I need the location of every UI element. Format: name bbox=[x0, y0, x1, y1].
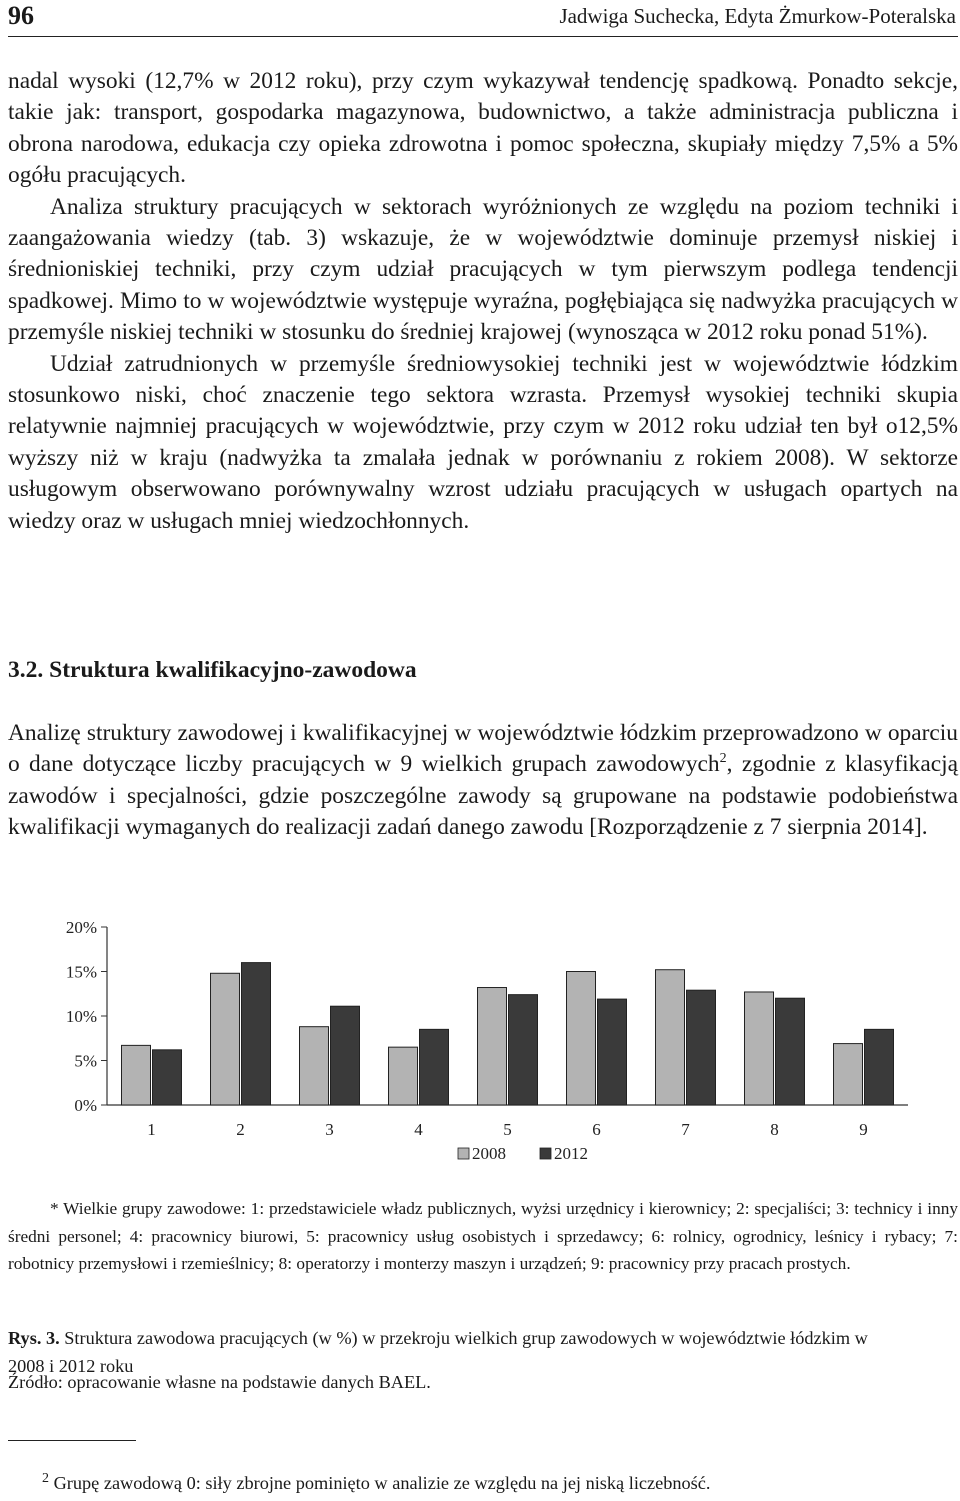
bar-2008-group-4 bbox=[389, 1047, 418, 1105]
legend-swatch-2012 bbox=[540, 1148, 551, 1159]
bar-2012-group-8 bbox=[776, 998, 805, 1105]
occupational-groups-note bbox=[8, 1195, 958, 1278]
page-number: 96 bbox=[8, 1, 34, 30]
body-text-section bbox=[8, 718, 958, 844]
footnote-reference: 2 bbox=[719, 751, 727, 767]
footnote-number: 2 bbox=[42, 1470, 49, 1486]
x-tick-label: 5 bbox=[503, 1120, 512, 1139]
bar-2012-group-7 bbox=[687, 990, 716, 1105]
y-tick-label: 15% bbox=[65, 962, 97, 982]
footnote-text: Grupę zawodową 0: siły zbrojne pominięto w analizie ze względu na jej niską liczebność. bbox=[53, 1473, 711, 1493]
x-tick-label: 4 bbox=[414, 1120, 423, 1139]
y-tick-label: 20% bbox=[65, 918, 97, 937]
bar-2008-group-8 bbox=[745, 992, 774, 1105]
bar-2008-group-1 bbox=[122, 1045, 151, 1105]
y-tick-label: 0% bbox=[74, 1096, 97, 1115]
caption-label: Rys. 3. bbox=[8, 1328, 60, 1348]
x-tick-label: 8 bbox=[770, 1120, 779, 1139]
running-head-authors: Jadwiga Suchecka, Edyta Żmurkow-Poteralska bbox=[559, 4, 956, 28]
x-tick-label: 3 bbox=[325, 1120, 334, 1139]
x-tick-label: 9 bbox=[859, 1120, 868, 1139]
legend-label-2012: 2012 bbox=[554, 1144, 588, 1163]
legend-swatch-2008 bbox=[458, 1148, 469, 1159]
bar-2012-group-4 bbox=[420, 1029, 449, 1105]
bar-2012-group-5 bbox=[509, 995, 538, 1105]
bar-chart bbox=[40, 905, 920, 1185]
section-title: 3.2. Struktura kwalifikacyjno-zawodowa bbox=[8, 657, 417, 683]
paragraph-3: Udział zatrudnionych w przemyśle średniowysokiej techniki jest w województwie łódzkim stosunkowo niski, choć znaczenie tego sektora wzrasta. Przemysł wysokiej techniki skupia relatywnie najmniej pracujących w województwie, przy czym w 2012 roku udział ten był o12,5% wyższy niż w kraju (nadwyżka ta zmalała jednak w porównaniu z rokiem 2008). W sektorze usługowym obserwowano porównywalny wzrost udziału pracujących w usługach opartych na wiedzy oraz w usługach mniej wiedzochłonnych. bbox=[8, 350, 958, 534]
x-tick-label: 1 bbox=[147, 1120, 156, 1139]
footnote bbox=[42, 1470, 711, 1494]
paragraph-4 bbox=[8, 718, 958, 844]
figure-source: Źródło: opracowanie własne na podstawie danych BAEL. bbox=[8, 1372, 431, 1392]
bar-2008-group-6 bbox=[567, 972, 596, 1106]
bar-2012-group-1 bbox=[153, 1050, 182, 1105]
bar-2012-group-9 bbox=[865, 1029, 894, 1105]
bar-2008-group-5 bbox=[478, 988, 507, 1105]
bar-2008-group-2 bbox=[211, 973, 240, 1105]
paragraph-4-part-a: Analizę struktury zawodowej i kwalifikacyjnej w województwie łódzkim przeprowadzono w oparciu o dane dotyczące liczby pracujących w 9 wielkich grupach zawodowych bbox=[8, 720, 958, 778]
bar-2008-group-7 bbox=[656, 970, 685, 1105]
x-tick-label: 7 bbox=[681, 1120, 690, 1139]
paragraph-1: nadal wysoki (12,7% w 2012 roku), przy czym wykazywał tendencję spadkową. Ponadto sekcje, takie jak: transport, gospodarka magazynowa, budownictwo, a także administracja publiczna i obrona narodowa, edukacja czy opieka zdrowotna i pomoc społeczna, skupiały między 7,5% a 5% ogółu pracujących. bbox=[8, 68, 958, 189]
x-tick-label: 2 bbox=[236, 1120, 245, 1139]
caption-text: Struktura zawodowa pracujących (w %) w przekroju wielkich grup zawodowych w województwie łódzkim w 2008 i 2012 roku bbox=[8, 1328, 868, 1376]
paragraph-4-part-b: , zgodnie z klasyfikacją zawodów i specjalności, gdzie poszczególne zawody są grupowane na podstawie podobieństwa kwalifikacji wymaganych do realizacji zadań danego zawodu [Rozporządzenie z 7 sierpnia 2014]. bbox=[8, 751, 958, 841]
y-tick-label: 10% bbox=[65, 1007, 97, 1026]
page-header bbox=[8, 0, 958, 37]
bar-2008-group-9 bbox=[834, 1044, 863, 1105]
bar-2012-group-3 bbox=[331, 1006, 360, 1105]
bar-chart-svg bbox=[40, 905, 920, 1185]
groups-note-text: * Wielkie grupy zawodowe: 1: przedstawiciele władz publicznych, wyżsi urzędnicy i kierownicy; 2: specjaliści; 3: technicy i inny średni personel; 4: pracownicy biurowi, 5: pracownicy usług osobistych i sprzedawcy; 6: rolnicy, ogrodnicy, leśnicy i rybacy; 7: robotnicy przemysłowi i rzemieślnicy; 8: operatorzy i monterzy maszyn i urządzeń; 9: pracownicy przy pracach prostych. bbox=[8, 1199, 958, 1273]
bar-2012-group-2 bbox=[242, 963, 271, 1105]
bar-2012-group-6 bbox=[598, 999, 627, 1105]
legend-label-2008: 2008 bbox=[472, 1144, 506, 1163]
footnote-divider bbox=[8, 1440, 136, 1441]
y-tick-label: 5% bbox=[74, 1051, 97, 1071]
paragraph-2: Analiza struktury pracujących w sektorach wyróżnionych ze względu na poziom techniki i zaangażowania wiedzy (tab. 3) wskazuje, że w województwie dominuje przemysł niskiej i średnioniskiej techniki, przy czym udział pracujących w tym pierwszym podlega tendencji spadkowej. Mimo to w województwie występuje wyraźna, pogłębiająca się nadwyżka pracujących w przemyśle niskiej techniki w stosunku do średniej krajowej (wynosząca w 2012 roku ponad 51%). bbox=[8, 193, 958, 346]
x-tick-label: 6 bbox=[592, 1120, 601, 1139]
body-text-top bbox=[8, 66, 958, 537]
bar-2008-group-3 bbox=[300, 1027, 329, 1105]
